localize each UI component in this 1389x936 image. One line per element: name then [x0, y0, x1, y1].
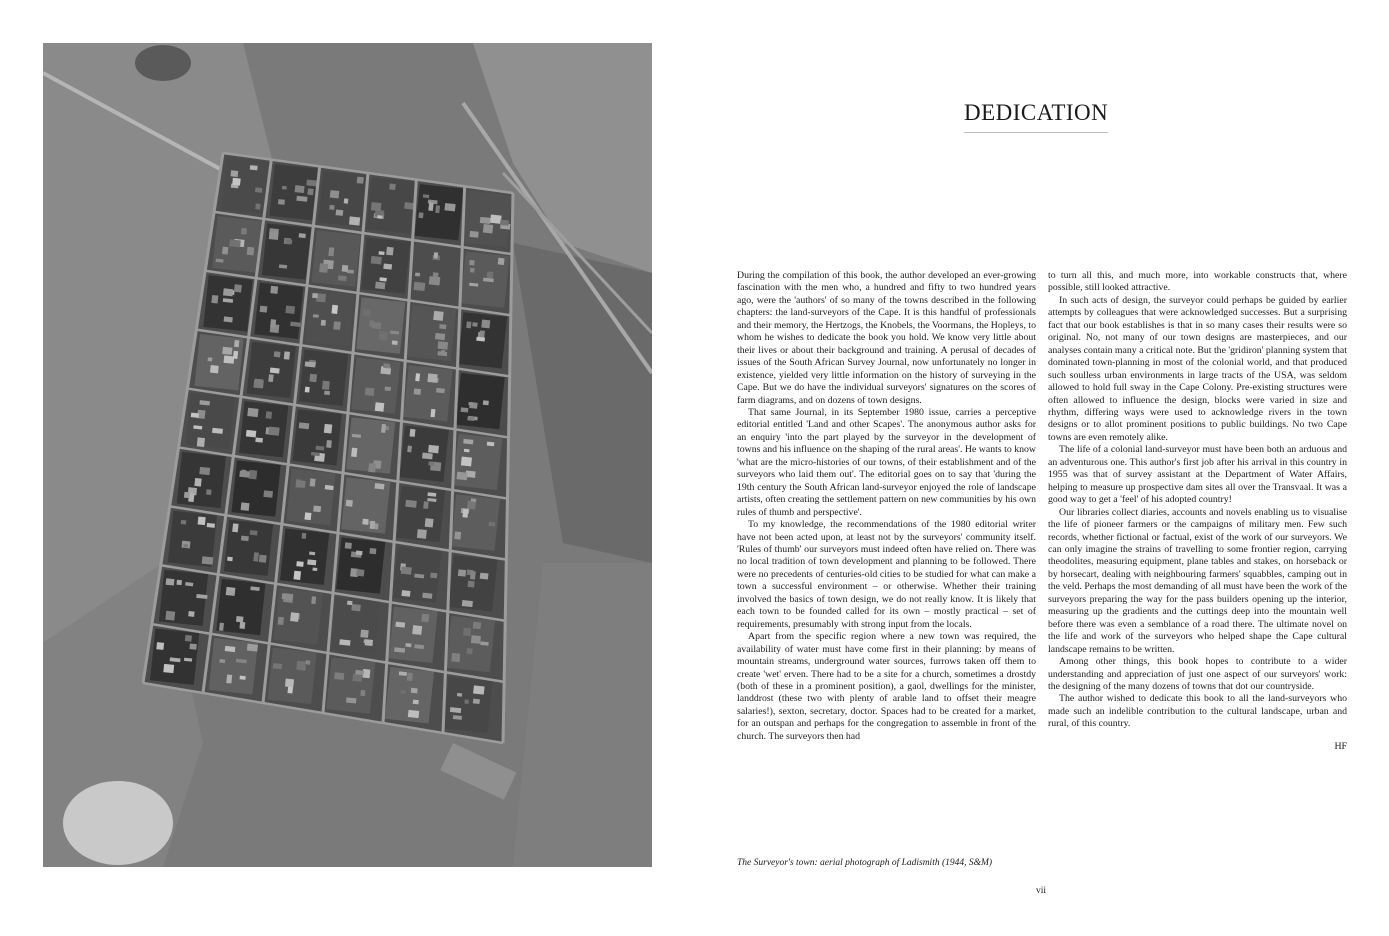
paragraph: To my knowledge, the recommendations of the 1980 editorial writer have not been acted upon, at least not by the surveyors' community itself. 'Rules of thumb' our surveyors must indeed often have relied on. There was no local tradition of town development and planning to be followed. There were no precedents of centuries-old cities to be studied for what can make a town a successful environment – or otherwise. Whether their training involved the basics of town design, we do not really know. It is likely that each town to be founded called for its own – mostly practical – set of requirements, presumably with strong input from the locals.	[737, 519, 1036, 630]
author-initials: HF	[1334, 740, 1347, 752]
page-number: vii	[1036, 886, 1047, 896]
paragraph: The life of a colonial land-surveyor must have been both an arduous and an adventurous one. This author's first job after his arrival in this country in 1955 was that of survey assistant at the Department of Water Affairs, helping to measure up prospective dam sites all over the Transvaal. It was a good way to get a 'feel' of his adopted country!	[1048, 444, 1347, 506]
paragraph: Our libraries collect diaries, accounts and novels enabling us to visualise the life of pioneer farmers or the campaigns of military men. Few such records, whether fictional or factual, exist of the work of our surveyors. We can only imagine the strains of travelling to some frontier region, carrying theodolites, measuring equipment, plane tables and stakes, on horseback or by horsecart, dealing with neighbouring farmers' squabbles, camping out in the veld. Perhaps the most demanding of all must have been the work of the surveyors preparing the way for the pass builders opening up the interior, measuring up the gradients and the cuttings deep into the mountain well before there was even a semblance of a road there. The ultimate novel on the life and work of the surveyors who helped shape the Cape cultural landscape remains to be written.	[1048, 506, 1347, 655]
text-column-left	[737, 270, 1036, 743]
text-column-right	[1048, 270, 1347, 753]
paragraph: Apart from the specific region where a new town was required, the availability of water must have come first in their planning: by means of mountain streams, underground water sources, furrows taken off them to create 'wet' erven. There had to be a site for a church, sometimes a drostdy (both of these in a prominent position), a gaol, dwellings for the minister, landdrost (these two with plenty of arable land to offset their meagre salaries!), sexton, secretary, doctor. Spaces had to be created for a market, for an outspan and perhaps for the congregation to assemble in front of the church. The surveyors then had	[737, 631, 1036, 742]
paragraph: In such acts of design, the surveyor could perhaps be guided by earlier attempts by colleagues that were acknowledged successes. But a surprising fact that our book establishes is that in so many cases their results were so original. No, not many of our town designs are masterpieces, and our analyses contain many a critical note. But the 'gridiron' planning system that dominated town-planning in most of the colonial world, and that produced such soulless urban environments in large tracts of the USA, was seldom allowed to hold full sway in the Cape Colony. Pre-existing structures were often allowed to influence the design, blocks were varied in size and rhythm, differing ways were used to acknowledge rivers in the town designs or to allot prominent positions to public buildings. No two Cape towns are even remotely alike.	[1048, 294, 1347, 443]
paragraph: During the compilation of this book, the author developed an ever-growing fascination with the men who, a hundred and fifty to two hundred years ago, were the 'authors' of so many of the towns described in the following chapters: the land-surveyors of the Cape. It is this handful of professionals and their memory, the Hertzogs, the Knobels, the Voormans, the Hopleys, to whom he wishes to dedicate the book you hold. We know very little about their lives or about their background and training. A perusal of decades of issues of the South African Survey Journal, now unfortunately no longer in existence, yielded very little information on the history of surveying in the Cape. But we do have the individual surveyors' signatures on the scores of farm diagrams, and on dozens of town designs.	[737, 270, 1036, 406]
paragraph: to turn all this, and much more, into workable constructs that, where possible, still looked attractive.	[1048, 270, 1347, 294]
paragraph: The author wished to dedicate this book to all the land-surveyors who made such an indelible contribution to the cultural landscape, urban and rural, of this country.	[1048, 693, 1347, 730]
aerial-photograph	[43, 43, 652, 867]
aerial-photo-illustration	[43, 43, 652, 867]
paragraph: That same Journal, in its September 1980 issue, carries a perceptive editorial entitled 'Land and other Scapes'. The anonymous author asks for an enquiry 'into the part played by the surveyor in the development of towns and his influence on the shaping of the rural areas'. He wants to know 'what are the micro-histories of our towns, of their establishment and of the surveyors who laid them out'. The editorial goes on to say that 'during the 19th century the South African land-surveyor enjoyed the role of landscape artists, often creating the settlement pattern on new communities by his own rules of thumb and perspective'.	[737, 406, 1036, 518]
paragraph: Among other things, this book hopes to contribute to a wider understanding and appreciation of just one aspect of our surveyors' work: the designing of the many dozens of towns that dot our countryside.	[1048, 656, 1347, 692]
photo-caption: The Surveyor's town: aerial photograph of Ladismith (1944, S&M)	[737, 858, 993, 868]
page-title: DEDICATION	[964, 100, 1108, 133]
